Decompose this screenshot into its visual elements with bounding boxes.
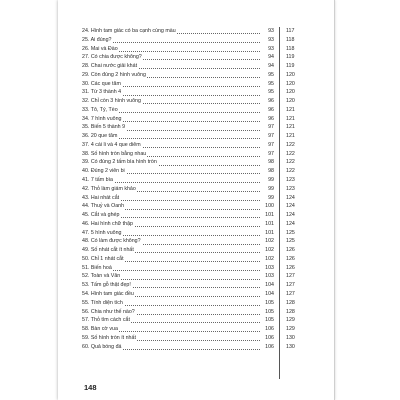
answer-page-number: 125 [286,229,295,236]
toc-entry-number: 51. [82,264,90,271]
toc-entry-number: 25. [82,36,90,43]
toc-entry-title [82,176,114,185]
toc-entry [82,237,274,246]
toc-entry-text: 5 hình vuông [90,229,122,236]
answer-page-number: 120 [286,80,295,87]
toc-entry-number: 47. [82,229,90,236]
toc-entry-text: Mai và Đào [90,45,118,52]
answer-page-column [286,27,310,351]
table-of-contents [82,27,274,351]
answer-page-number: 119 [286,63,295,70]
toc-entry-text: Các que tăm [90,80,121,87]
toc-entry-text: Thuỷ và Oanh [90,203,125,210]
toc-entry-title [82,211,120,220]
toc-entry-page: 105 [261,316,274,325]
toc-entry-number: 49. [82,247,90,254]
toc-entry [82,308,274,317]
toc-entry-title [82,36,112,45]
toc-entry-title [82,325,119,334]
toc-entry-text: Biến 5 thành 9 [90,124,126,131]
toc-entry-page: 96 [261,97,274,106]
answer-page-number: 126 [286,255,295,262]
toc-entry [82,167,274,176]
toc-entry [82,316,274,325]
toc-entry-page: 93 [261,27,274,36]
toc-entry-title [82,45,119,54]
toc-entry-title [82,264,113,273]
toc-entry-number: 55. [82,299,90,306]
answer-page-number: 121 [286,115,295,122]
toc-entry-text: Hình tam giác có ba cạnh cùng màu [90,28,176,34]
toc-entry-title [82,185,137,194]
toc-entry-number: 33. [82,106,90,113]
toc-entry-number: 30. [82,80,90,87]
answer-page-number: 128 [286,308,295,315]
toc-entry-text: Chỉ còn 3 hình vuông [90,98,141,105]
answer-page-number: 126 [286,264,295,271]
toc-entry-page: 97 [261,150,274,159]
toc-entry-title [82,106,119,115]
toc-entry-number: 43. [82,194,90,201]
answer-page-number: 121 [286,133,295,140]
answer-page-number: 127 [286,282,295,289]
answer-page-number: 123 [286,185,295,192]
toc-entry-title [82,97,142,106]
toc-entry [82,123,274,132]
toc-entry-number: 52. [82,273,90,280]
toc-entry [82,255,274,264]
toc-entry-number: 29. [82,71,90,78]
toc-entry-page: 96 [261,115,274,124]
toc-entry-title [82,220,134,229]
toc-entry-text: Toàn và Vân [90,273,121,280]
page-edge [334,0,335,400]
toc-entry [82,343,274,352]
toc-entry-page: 94 [261,62,274,71]
toc-entry-text: Cắt và ghép [90,212,120,219]
toc-entry-text: Có làm được không? [90,238,141,245]
column-divider [279,27,280,379]
toc-entry-number: 46. [82,220,90,227]
toc-entry-number: 56. [82,308,90,315]
toc-entry-text: Có đúng 2 tấm bìa hình tròn [90,159,157,166]
toc-entry-page: 98 [261,158,274,167]
toc-entry [82,141,274,150]
toc-entry-page: 96 [261,106,274,115]
answer-page-number: 130 [286,334,295,341]
answer-page-number: 117 [286,28,295,34]
toc-entry-number: 53. [82,282,90,289]
toc-entry-page: 102 [261,237,274,246]
toc-entry-number: 44. [82,203,90,210]
toc-entry-title [82,316,131,325]
toc-entry-title [82,290,135,299]
toc-entry-page: 100 [261,202,274,211]
toc-entry-title [82,272,121,281]
toc-entry-page: 104 [261,290,274,299]
toc-entry-page: 98 [261,167,274,176]
toc-entry [82,290,274,299]
toc-entry-page: 105 [261,299,274,308]
toc-entry-title [82,123,126,132]
toc-entry-title [82,308,136,317]
toc-entry-title [82,255,125,264]
toc-entry-text: 20 que tăm [90,133,118,140]
toc-entry-title [82,237,142,246]
toc-entry-text: Hình tam giác đều [90,290,134,297]
toc-entry [82,27,274,36]
toc-entry-text: Số hình tròn ít nhất [90,334,136,341]
toc-entry-text: Hai nhát cắt [90,194,120,201]
toc-entry-number: 31. [82,89,90,96]
toc-entry-page: 103 [261,264,274,273]
toc-entry-text: Chai nước giải khát [90,63,138,70]
toc-entry-text: Ai đúng? [90,36,112,43]
toc-entry [82,194,274,203]
toc-entry-title [82,229,123,238]
toc-entry-number: 54. [82,290,90,297]
toc-entry-title [82,88,122,97]
toc-entry-text: Số hình tròn bằng nhau [90,150,147,157]
toc-entry [82,264,274,273]
toc-entry-text: Có chia được không? [90,54,142,61]
page-number: 148 [84,383,97,392]
toc-entry-text: Chia như thế nào? [90,308,135,315]
toc-entry-title [82,202,125,211]
answer-page-number: 129 [286,326,295,333]
toc-entry-title [82,71,147,80]
toc-entry-number: 48. [82,238,90,245]
toc-entry-text: Đúng 2 viên bi [90,168,125,175]
toc-entry-title [82,246,135,255]
toc-entry-number: 60. [82,343,90,350]
toc-entry-number: 28. [82,63,90,70]
toc-entry-number: 45. [82,212,90,219]
toc-entry-number: 57. [82,317,90,324]
answer-page-number: 120 [286,89,295,96]
toc-entry-page: 103 [261,272,274,281]
toc-entry-text: Biến hoá [90,264,112,271]
toc-entry-page: 104 [261,281,274,290]
answer-page-number: 121 [286,124,295,131]
toc-entry-number: 37. [82,141,90,148]
toc-entry-page: 102 [261,246,274,255]
toc-entry [82,334,274,343]
toc-entry-title [82,141,142,150]
answer-page-number: 124 [286,212,295,219]
toc-entry-number: 42. [82,185,90,192]
toc-entry-page: 106 [261,343,274,352]
toc-entry [82,325,274,334]
toc-entry-number: 32. [82,98,90,105]
toc-entry-number: 41. [82,177,90,184]
toc-entry [82,272,274,281]
toc-entry [82,36,274,45]
toc-entry-title [82,53,143,62]
toc-entry-page: 93 [261,45,274,54]
answer-page-number: 130 [286,343,295,350]
toc-entry-text: Còn đúng 2 hình vuông [90,71,146,78]
toc-entry [82,299,274,308]
answer-page-number: 119 [286,54,295,61]
toc-entry [82,246,274,255]
toc-entry-title [82,62,138,71]
toc-entry-page: 95 [261,71,274,80]
toc-entry-page: 102 [261,255,274,264]
toc-entry-text: Từ 3 thành 4 [90,89,122,96]
answer-page-number: 118 [286,45,295,52]
toc-entry-text: Tính diện tích [90,299,123,306]
toc-entry [82,176,274,185]
toc-entry-page: 95 [261,88,274,97]
toc-entry-text: Quả bóng đá [90,343,122,350]
answer-page-number: 118 [286,36,295,43]
toc-entry-number: 58. [82,326,90,333]
toc-entry-page: 99 [261,176,274,185]
toc-entry-text: 4 cái li và 4 que diêm [90,141,141,148]
toc-entry-page: 99 [261,185,274,194]
answer-page-number: 128 [286,299,295,306]
toc-entry-text: 7 hình vuông [90,115,122,122]
toc-entry [82,45,274,54]
answer-page-number: 127 [286,290,295,297]
toc-entry [82,211,274,220]
toc-entry-number: 35. [82,124,90,131]
toc-entry-page: 97 [261,132,274,141]
toc-entry-number: 27. [82,54,90,61]
toc-entry-number: 59. [82,334,90,341]
toc-entry [82,88,274,97]
toc-entry [82,132,274,141]
toc-entry-number: 34. [82,115,90,122]
toc-entry [82,62,274,71]
toc-entry [82,97,274,106]
toc-entry-text: Thỏ làm giám khảo [90,185,136,192]
toc-entry-title [82,194,120,203]
toc-entry-number: 24. [82,28,90,34]
answer-page-number: 121 [286,106,295,113]
toc-entry-title [82,115,123,124]
toc-entry-text: Chỉ 1 nhát cắt [90,255,124,262]
toc-entry-page: 94 [261,53,274,62]
toc-entry-title [82,132,118,141]
toc-entry-page: 105 [261,308,274,317]
answer-page-number: 122 [286,141,295,148]
toc-entry [82,150,274,159]
toc-entry [82,80,274,89]
toc-entry [82,281,274,290]
toc-entry-page: 101 [261,220,274,229]
toc-entry [82,71,274,80]
toc-entry-number: 50. [82,255,90,262]
toc-entry [82,185,274,194]
toc-entry-page: 95 [261,80,274,89]
toc-entry-page: 99 [261,194,274,203]
toc-entry [82,115,274,124]
toc-entry-page: 97 [261,123,274,132]
toc-entry-text: 7 tấm bìa [90,177,113,184]
toc-entry-number: 26. [82,45,90,52]
toc-entry-text: Số nhát cắt ít nhất [90,247,134,254]
answer-page-number: 123 [286,177,295,184]
toc-entry-page: 101 [261,229,274,238]
answer-page-number: 120 [286,71,295,78]
answer-page-number: 125 [286,238,295,245]
toc-entry-number: 38. [82,150,90,157]
answer-page-number: 124 [286,203,295,210]
toc-entry-text: Hai hình chữ thập [90,220,133,227]
toc-entry-title [82,150,147,159]
toc-entry [82,220,274,229]
toc-entry-page: 97 [261,141,274,150]
toc-entry-page: 106 [261,325,274,334]
answer-page-number: 122 [286,159,295,166]
answer-page-number: 126 [286,247,295,254]
toc-entry-title [82,343,123,352]
toc-entry-page: 101 [261,211,274,220]
toc-entry-text: Thỏ tìm cách cắt [90,317,130,324]
toc-entry-title [82,299,124,308]
toc-entry [82,106,274,115]
toc-entry-text: Tô, Tý, Tèo [90,106,118,113]
toc-entry [82,53,274,62]
toc-entry-text: Tấm gỗ thật đẹp! [90,282,131,289]
answer-page-number: 120 [286,98,295,105]
toc-entry-title [82,80,122,89]
toc-entry-number: 40. [82,168,90,175]
answer-page-number: 129 [286,317,295,324]
answer-page-number: 122 [286,168,295,175]
answer-page-number: 124 [286,220,295,227]
answer-page-number: 127 [286,273,295,280]
toc-entry-title [82,334,137,343]
toc-entry [82,202,274,211]
toc-entry [82,229,274,238]
toc-entry-title [82,167,126,176]
toc-entry-text: Bàn cờ vua [90,326,118,333]
toc-entry-title [82,27,177,36]
toc-entry-title [82,158,158,167]
answer-page-number: 124 [286,194,295,201]
toc-entry-number: 36. [82,133,90,140]
toc-entry-page: 106 [261,334,274,343]
toc-entry [82,158,274,167]
toc-entry-page: 93 [261,36,274,45]
toc-entry-title [82,281,132,290]
toc-entry-number: 39. [82,159,90,166]
answer-page-number: 122 [286,150,295,157]
